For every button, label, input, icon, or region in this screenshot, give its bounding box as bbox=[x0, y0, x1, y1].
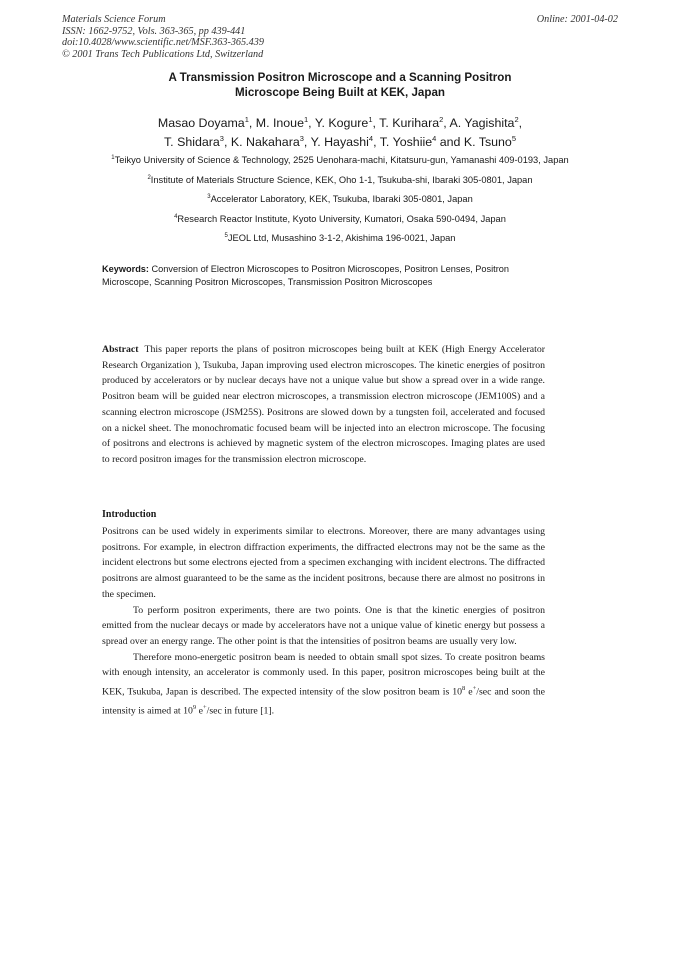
keywords-block bbox=[102, 263, 547, 288]
author-name: K. Tsuno bbox=[463, 135, 512, 150]
affiliation-number: 4 bbox=[174, 213, 178, 220]
p3-sup-plus-2: + bbox=[202, 704, 207, 711]
p3-text-a: Therefore mono-energetic positron beam is needed to obtain small spot sizes. To create positron beams with enough intensity, an accelerator is commonly used. In this paper, positron microscopes being built at the KEK, Tsukuba, Japan is described. The expected intensity of the slow positron beam is 10 bbox=[102, 651, 545, 698]
affiliation-item bbox=[70, 152, 610, 168]
author-separator: , bbox=[373, 135, 380, 150]
keywords-label: Keywords: bbox=[102, 264, 149, 274]
intro-paragraph-2: To perform positron experiments, there are two points. One is that the kinetic energies of positron emitted from the nuclear decays or made by accelerators have not a unique value of kinetic energy but possess a spread over an energy range. The other point is that the intensities of positron beams are usually very low. bbox=[102, 604, 545, 647]
affiliation-number: 2 bbox=[147, 174, 151, 181]
author-name: T. Shidara bbox=[163, 135, 220, 150]
author-separator: , bbox=[443, 116, 450, 131]
author-separator: , bbox=[248, 116, 256, 131]
paper-title bbox=[80, 70, 600, 100]
author-name: M. Inoue bbox=[255, 116, 304, 131]
author-list bbox=[70, 112, 610, 150]
author-affiliation-sup: 1 bbox=[244, 115, 249, 124]
author-name: K. Nakahara bbox=[230, 135, 300, 150]
section-heading-introduction: Introduction bbox=[102, 509, 157, 520]
affiliation-text: Accelerator Laboratory, KEK, Tsukuba, Ibaraki 305-0801, Japan bbox=[210, 194, 473, 205]
p3-text-d: e bbox=[196, 705, 203, 717]
author-affiliation-sup: 3 bbox=[219, 134, 224, 144]
abstract-text: This paper reports the plans of positron microscopes being built at KEK (High Energy Accelerator Research Organization ), Tsukuba, Japan improving used electron microscopes. The kinetic energies of positron produced by accelerators or by nuclear decays have not a unique value but show a spread over in a wide range. Positron beam will be guided near electron microscopes, a transmission electron microscope (JEM100S) and a scanning electron microscope (JSM25S). Positrons are slowed down by a tungsten foil, accelerated and focused on a nickel sheet. The monochromatic focused beam will be injected into an electron microscope. The focusing of positrons and electrons is achieved by magnetic system of the electron microscopes. Imaging plates are used to record positron images for the transmission electron microscope. bbox=[102, 344, 545, 465]
author-affiliation-sup: 2 bbox=[439, 115, 444, 124]
author-affiliation-sup: 4 bbox=[432, 134, 437, 144]
author-separator: and bbox=[436, 135, 464, 150]
author-name: T. Yoshiie bbox=[379, 135, 433, 150]
intro-paragraph-1: Positrons can be used widely in experiments similar to electrons. Moreover, there are many advantages using positrons. For example, in electron diffraction experiments, the diffracted electrons may not be the same as the incident electrons but some electrons ejected from a specimen exchanging with incident electrons. The diffracted positrons are almost guaranteed to be the same as the incident positrons, because there are almost no positrons in the specimen. bbox=[102, 526, 545, 600]
introduction-body bbox=[102, 524, 545, 719]
affiliation-list bbox=[70, 152, 610, 250]
affiliation-number: 5 bbox=[224, 233, 228, 240]
author-name: T. Kurihara bbox=[379, 116, 440, 131]
author-affiliation-sup: 2 bbox=[514, 115, 519, 124]
doi-line[interactable]: doi:10.4028/www.scientific.net/MSF.363-365.439 bbox=[62, 37, 264, 49]
p3-text-b: e bbox=[465, 686, 473, 698]
author-affiliation-sup: 3 bbox=[299, 134, 304, 144]
author-separator: , bbox=[303, 135, 311, 150]
author-affiliation-sup: 1 bbox=[303, 115, 309, 124]
author-affiliation-sup: 4 bbox=[368, 134, 374, 144]
p3-sup-exponent-9: 9 bbox=[192, 704, 197, 711]
affiliation-item bbox=[70, 172, 610, 188]
abstract-block bbox=[102, 342, 545, 468]
author-line-2 bbox=[70, 131, 610, 150]
affiliation-number: 1 bbox=[111, 155, 115, 161]
affiliation-item bbox=[70, 191, 610, 207]
journal-name: Materials Science Forum bbox=[62, 14, 166, 25]
issn-line: ISSN: 1662-9752, Vols. 363-365, pp 439-441 bbox=[62, 25, 246, 37]
affiliation-text: Research Reactor Institute, Kyoto University, Kumatori, Osaka 590-0494, Japan bbox=[177, 213, 506, 224]
p3-text-e: /sec in future [1]. bbox=[206, 705, 275, 717]
intro-paragraph-3 bbox=[102, 650, 545, 719]
p3-sup-exponent-8: 8 bbox=[462, 685, 466, 693]
keywords-text: Conversion of Electron Microscopes to Positron Microscopes, Positron Lenses, Positron Microscope, Scanning Positron Microscopes, Transmission Positron Microscopes bbox=[102, 264, 509, 287]
online-date: Online: 2001-04-02 bbox=[536, 14, 618, 25]
author-name: Y. Hayashi bbox=[310, 135, 369, 150]
affiliation-item bbox=[70, 230, 610, 246]
affiliation-number: 3 bbox=[207, 194, 211, 201]
affiliation-text: JEOL Ltd, Musashino 3-1-2, Akishima 196-0021, Japan bbox=[227, 233, 456, 244]
abstract-label: Abstract bbox=[102, 344, 139, 355]
p3-text-c: /sec and soon the intensity is aimed at 10 bbox=[102, 686, 545, 717]
affiliation-item bbox=[70, 211, 610, 227]
author-name: Y. Kogure bbox=[314, 116, 369, 131]
p3-sup-plus-1: + bbox=[472, 685, 477, 693]
author-separator: , bbox=[372, 116, 380, 131]
affiliation-text: Teikyo University of Science & Technology, 2525 Uenohara-machi, Kitatsuru-gun, Yamanashi 409-0193, Japan bbox=[114, 155, 569, 166]
copyright-line: © 2001 Trans Tech Publications Ltd, Switzerland bbox=[62, 48, 264, 60]
title-line-2: Microscope Being Built at KEK, Japan bbox=[234, 86, 445, 99]
author-affiliation-sup: 5 bbox=[511, 134, 516, 144]
author-separator: , bbox=[308, 116, 315, 131]
author-affiliation-sup: 1 bbox=[368, 115, 373, 124]
author-line-1 bbox=[70, 112, 610, 131]
title-line-1: A Transmission Positron Microscope and a Scanning Positron bbox=[168, 71, 512, 84]
author-separator: , bbox=[518, 116, 523, 131]
author-name: A. Yagishita bbox=[449, 116, 515, 131]
journal-header bbox=[62, 14, 618, 60]
author-separator: , bbox=[223, 135, 231, 150]
affiliation-text: Institute of Materials Structure Science, KEK, Oho 1-1, Tsukuba-shi, Ibaraki 305-0801, Japan bbox=[150, 174, 533, 185]
author-name: Masao Doyama bbox=[157, 116, 245, 131]
